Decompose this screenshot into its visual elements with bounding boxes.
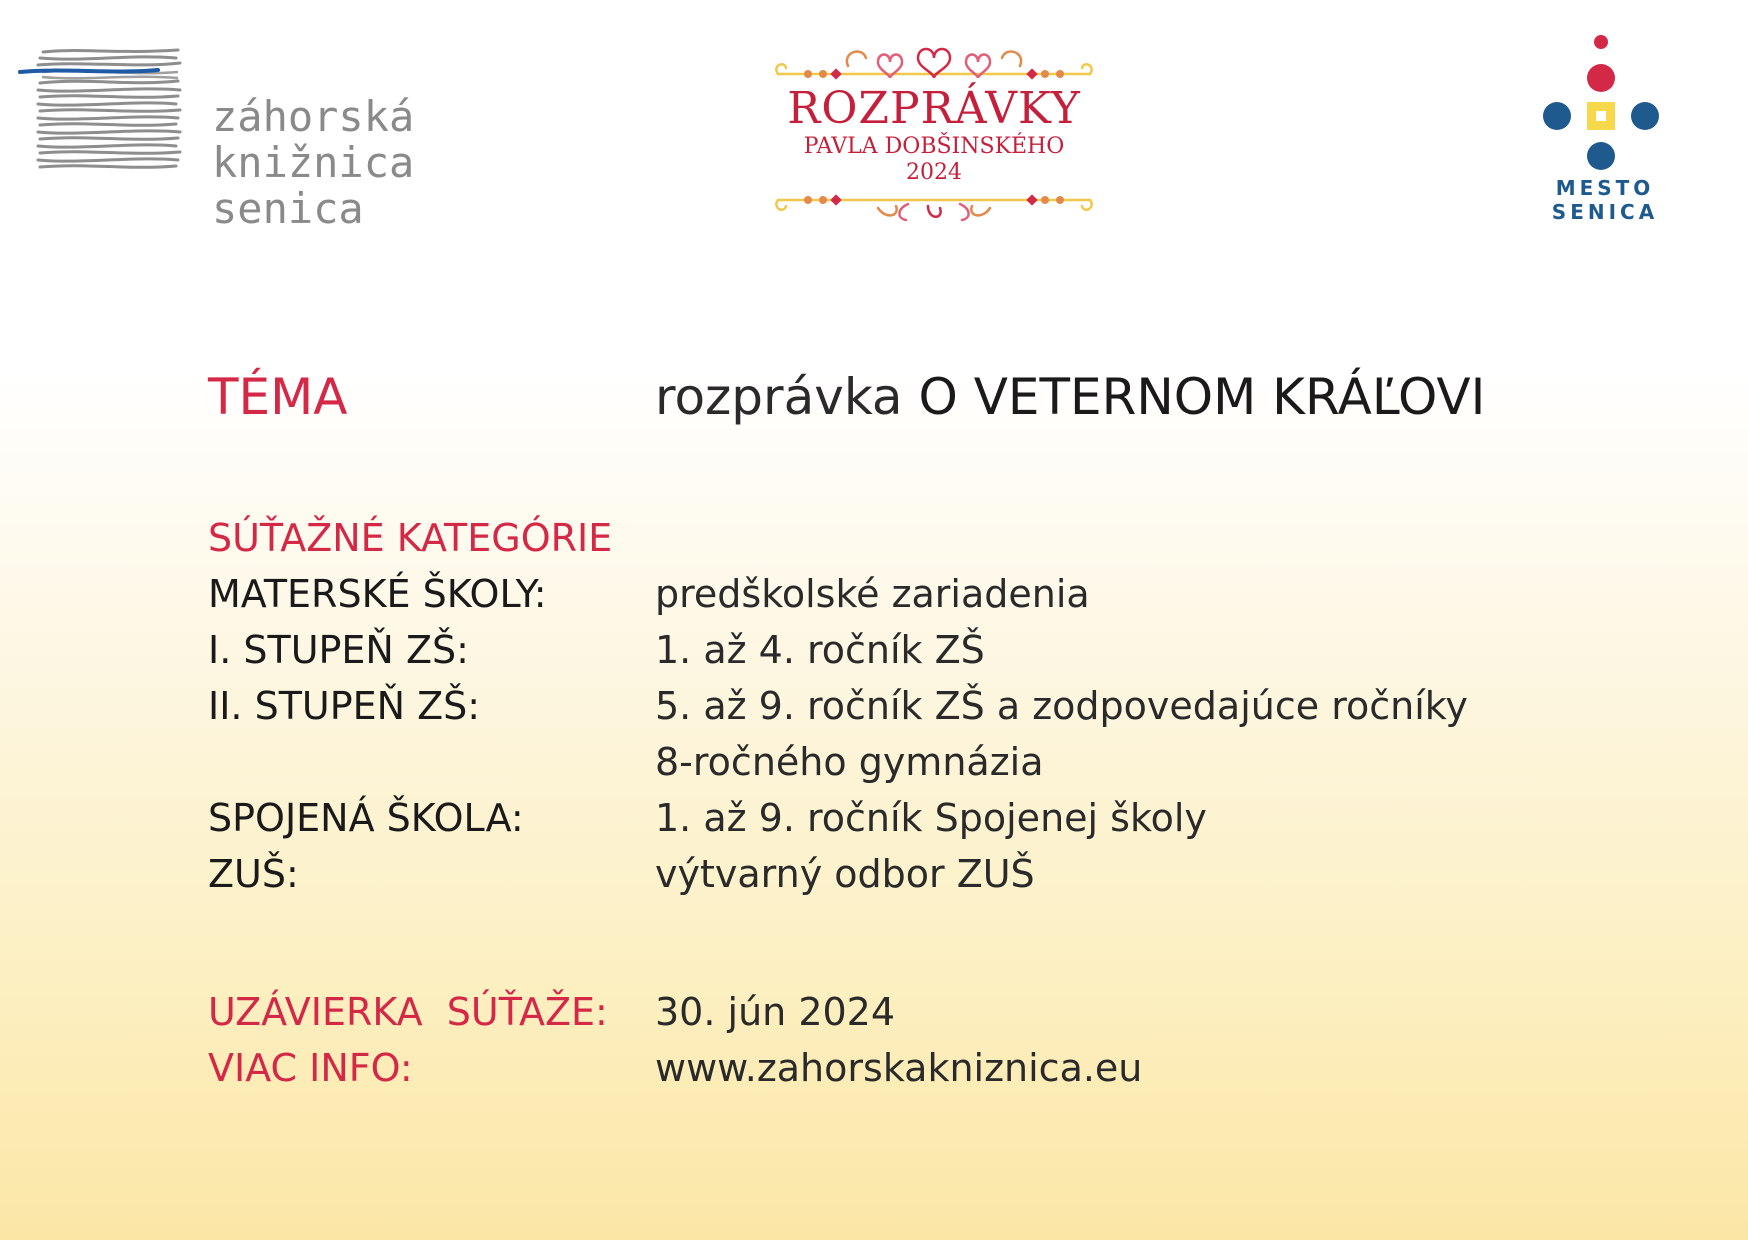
- city-name-line1: MESTO: [1555, 176, 1655, 200]
- tale-logo-text: [768, 84, 1100, 186]
- theme-value-prefix: rozprávka: [655, 368, 903, 426]
- tale-logo-year: 2024: [906, 160, 962, 185]
- category-value: 1. až 4. ročník ZŠ: [655, 628, 985, 672]
- category-label: ZUŠ:: [208, 852, 299, 896]
- city-name-line2: SENICA: [1551, 200, 1659, 224]
- category-label: I. STUPEŇ ZŠ:: [208, 628, 469, 672]
- category-label: MATERSKÉ ŠKOLY:: [208, 572, 547, 616]
- category-value-line2: 8-ročného gymnázia: [655, 740, 1044, 784]
- category-label: SPOJENÁ ŠKOLA:: [208, 796, 524, 840]
- library-name: [212, 94, 414, 232]
- categories-heading: SÚŤAŽNÉ KATEGÓRIE: [208, 516, 613, 560]
- theme-value-title: O VETERNOM KRÁĽOVI: [918, 368, 1486, 426]
- category-label: II. STUPEŇ ZŠ:: [208, 684, 481, 728]
- deadline-value: 30. jún 2024: [655, 990, 896, 1034]
- library-logo-icon: [18, 48, 188, 178]
- city-name: [1540, 176, 1670, 224]
- library-name-line2: knižnica: [212, 138, 415, 187]
- theme-value: [655, 365, 1485, 429]
- tale-logo-subtitle: PAVLA DOBŠINSKÉHO: [803, 134, 1065, 159]
- deadline-label: UZÁVIERKA SÚŤAŽE:: [208, 990, 608, 1034]
- category-value: 5. až 9. ročník ZŠ a zodpovedajúce ročníky: [655, 684, 1468, 728]
- category-value: výtvarný odbor ZUŠ: [655, 852, 1035, 896]
- category-value: predškolské zariadenia: [655, 572, 1090, 616]
- info-link[interactable]: www.zahorskakniznica.eu: [655, 1046, 1143, 1090]
- info-label: VIAC INFO:: [208, 1046, 413, 1090]
- category-value: 1. až 9. ročník Spojenej školy: [655, 796, 1207, 840]
- tale-logo-title: ROZPRÁVKY: [787, 83, 1081, 134]
- library-name-line3: senica: [212, 184, 364, 233]
- theme-label: TÉMA: [208, 368, 348, 426]
- library-name-line1: záhorská: [212, 92, 415, 141]
